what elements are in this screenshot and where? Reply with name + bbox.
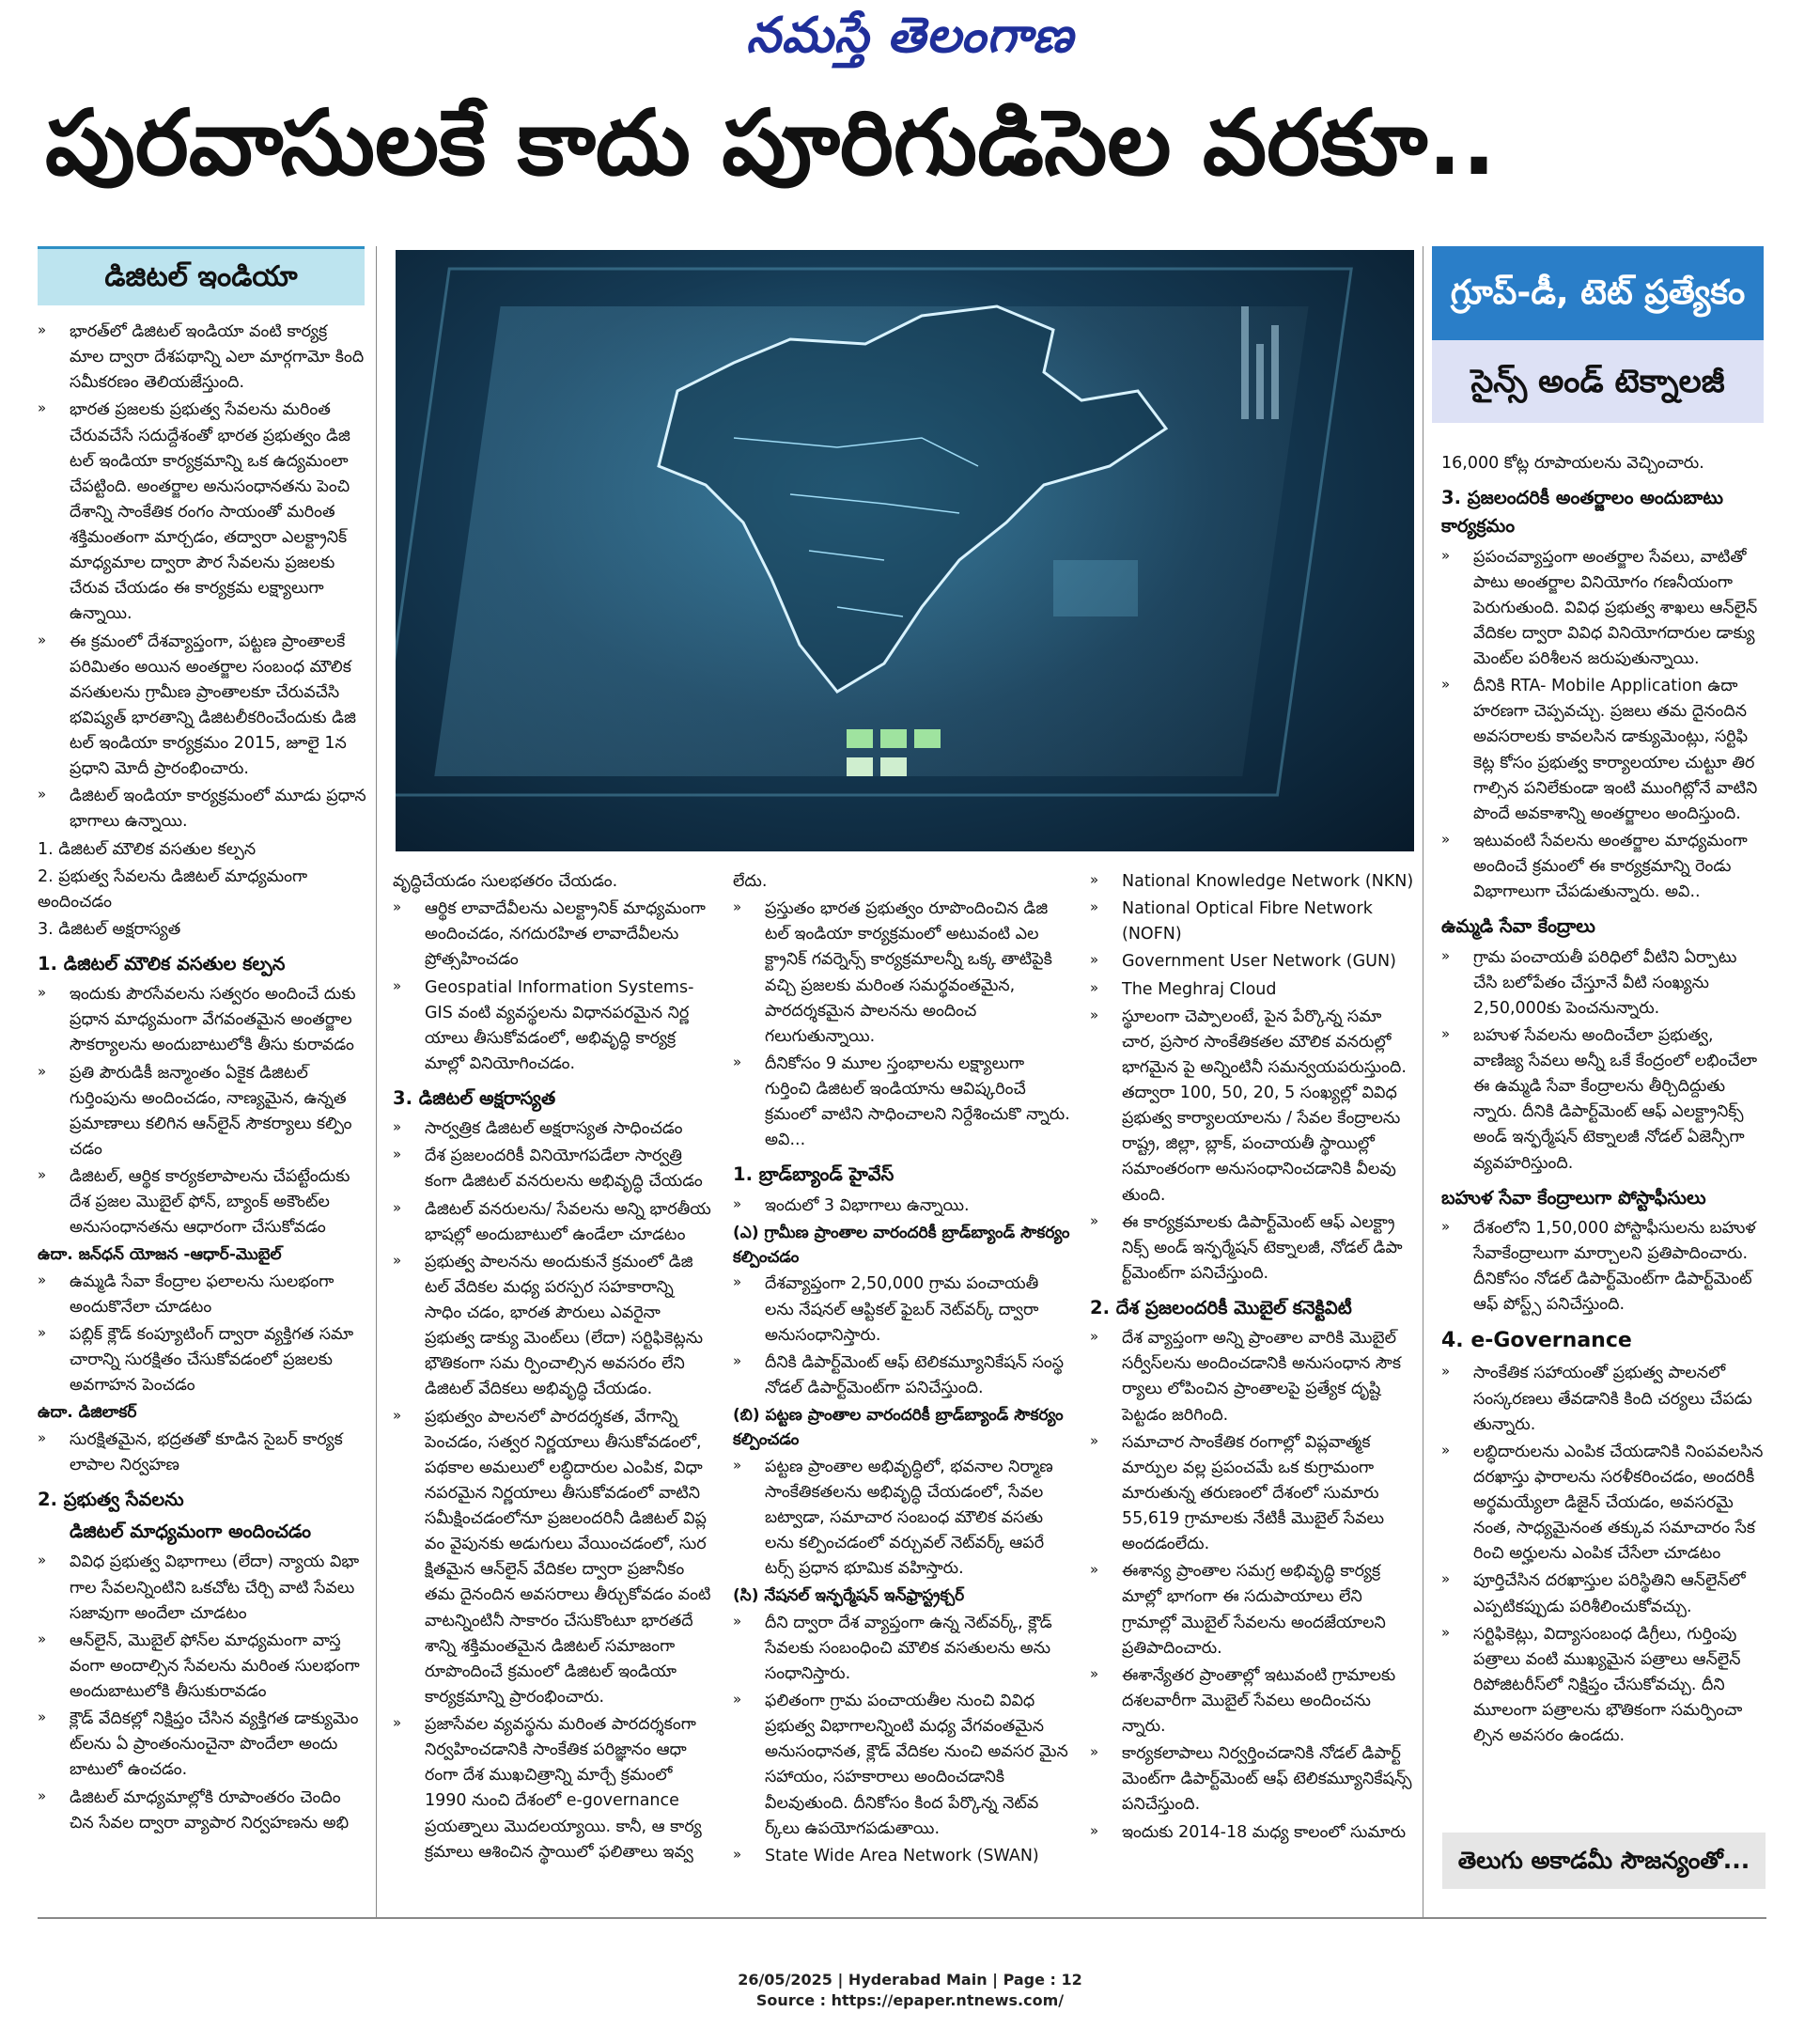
bullet-icon: » xyxy=(1090,1743,1099,1761)
list-item: » State Wide Area Network (SWAN) xyxy=(733,1845,1039,1865)
section-heading: ఉమ్మడి సేవా కేంద్రాలు xyxy=(1441,915,1595,938)
list-item: » డిజిటల్, ఆర్థిక కార్యకలాపాలను చేపట్టేందుకు దేశ ప్రజల మొబైల్ ఫోన్, బ్యాంక్ అకౌంట్‌ల అనుసంధానతను ఆధారంగా చేసుకోవడం xyxy=(38,1166,350,1238)
bullet-icon: » xyxy=(1441,1217,1451,1235)
list-item: » భారత్‌లో డిజిటల్ ఇండియా వంటి కార్యక్ర మాల ద్వారా దేశపథాన్ని ఎలా మార్గగామో కింది సమీకరణం తెలియజేస్తుంది. xyxy=(38,321,365,393)
bullet-icon: » xyxy=(38,786,47,803)
bullet-icon: » xyxy=(1090,951,1099,969)
bullet-icon: » xyxy=(38,399,47,417)
subsection-heading: (సి) నేషనల్ ఇన్ఫర్మేషన్ ఇన్‌ఫ్రాస్ట్రక్చర్ xyxy=(733,1586,965,1606)
bullet-icon: » xyxy=(38,1630,47,1647)
bullet-icon: » xyxy=(733,1053,742,1070)
list-item: » పబ్లిక్ క్లౌడ్ కంప్యూటింగ్ ద్వారా వ్యక్తిగత సమా చారాన్ని సురక్షితం చేసుకోవడంలో ప్రజలకు అవగాహన పెంచడం xyxy=(38,1324,354,1396)
paragraph: వృద్ధిచేయడం సులభతరం చేయడం. xyxy=(393,872,618,891)
bullet-icon: » xyxy=(1441,1363,1451,1381)
bullet-icon: » xyxy=(38,1271,47,1288)
bullet-icon: » xyxy=(1441,676,1451,694)
example-note: ఉదా. జన్‌ధన్ యోజన -ఆధార్-మొబైల్ xyxy=(38,1245,282,1265)
example-note: ఉదా. డిజిలాకర్ xyxy=(38,1403,137,1423)
bullet-icon: » xyxy=(1090,1328,1099,1346)
list-item: » Geospatial Information Systems- GIS వంటి వ్యవస్థలను విధానపరమైన నిర్ణ యాలు తీసుకోవడంలో, అభివృద్ధి కార్యక్ర మాల్లో వినియోగించడం. xyxy=(393,976,694,1073)
list-item: » డిజిటల్ ఇండియా కార్యక్రమంలో మూడు ప్రధాన భాగాలు ఉన్నాయి. xyxy=(38,786,366,832)
bullet-icon: » xyxy=(733,1194,742,1212)
list-item: » ప్రభుత్వ పాలనను అందుకునే క్రమంలో డిజి టల్ వేదికల మధ్య పరస్పర సహకారాన్ని సాధిం చడం, భారత పౌరులు ఎవరైనా ప్రభుత్వ డాక్యు మెంట్‌లు (లేదా) సర్టిఫికెట్లను భౌతికంగా సమ ర్పించాల్సిన అవసరం లేని డిజిటల్ వేదికలు అభివృద్ధి చేయడం. xyxy=(393,1251,704,1399)
list-item: » National Knowledge Network (NKN) xyxy=(1090,871,1414,891)
list-item: » ఉమ్మడి సేవా కేంద్రాల ఫలాలను సులభంగా అందుకొనేలా చూడటం xyxy=(38,1271,334,1317)
list-item: » దీనికోసం 9 మూల స్తంభాలను లక్ష్యాలుగా గుర్తించి డిజిటల్ ఇండియాను ఆవిష్కరించే క్రమంలో వాటిని సాధించాలని నిర్దేశించుకొ న్నారు. అవి... xyxy=(733,1053,1070,1150)
bullet-icon: » xyxy=(38,1786,47,1804)
bullet-icon: » xyxy=(38,1428,47,1446)
list-item: » సమాచార సాంకేతిక రంగాల్లో విప్లవాత్మక మార్పుల వల్ల ప్రపంచమే ఒక కుగ్రామంగా మారుతున్న తరుణంలో దేశంలో సుమారు 55,619 గ్రామాలకు నేటికీ మొబైల్ సేవలు అందడంలేదు. xyxy=(1090,1431,1385,1554)
bullet-icon: » xyxy=(1090,1561,1099,1579)
masthead-logo: నమస్తే తెలంగాణ xyxy=(746,8,1074,64)
list-item: » పట్టణ ప్రాంతాల అభివృద్ధిలో, భవనాల నిర్మాణ సాంకేతికతలను అభివృద్ధి చేయడంలో, సేవల బట్వాడా, సమాచార సంబంధ మౌలిక వసతు లను కల్పించడంలో వర్చువల్ నెట్‌వర్క్ ఆపరే టర్స్ ప్రధాన భూమిక వహిస్తారు. xyxy=(733,1456,1053,1579)
paragraph: 16,000 కోట్ల రూపాయలను వెచ్చించారు. xyxy=(1441,454,1704,473)
section-heading: 1. డిజిటల్ మౌలిక వసతుల కల్పన xyxy=(38,953,286,975)
list-item: » సాంకేతిక సహాయంతో ప్రభుత్వ పాలనలో సంస్కరణలు తేవడానికి కింది చర్యలు చేపడు తున్నారు. xyxy=(1441,1363,1752,1434)
list-item: » దేశవ్యాప్తంగా 2,50,000 గ్రామ పంచాయతీ లను నేషనల్ ఆప్టికల్ ఫైబర్ నెట్‌వర్క్ ద్వారా అనుసంధానిస్తారు. xyxy=(733,1273,1039,1345)
science-technology-label: సైన్స్ అండ్ టెక్నాలజీ xyxy=(1432,340,1764,423)
list-item: » ఈశాన్య ప్రాంతాల సమగ్ర అభివృద్ధి కార్యక్ర మాల్లో భాగంగా ఈ సదుపాయాలు లేని గ్రామాల్లో మొబైల్ సేవలను అందజేయాలని ప్రతిపాదించారు. xyxy=(1090,1561,1386,1658)
section-heading: 1. బ్రాడ్‌బ్యాండ్ హైవేస్ xyxy=(733,1163,894,1186)
list-item: » ప్రతి పౌరుడికీ జన్మాంతం ఏకైక డిజిటల్ గుర్తింపును అందించడం, నాణ్యమైన, ఉన్నత ప్రమాణాలు కలిగిన ఆన్‌లైన్ సౌకర్యాలు కల్పిం చడం xyxy=(38,1062,352,1159)
bullet-icon: » xyxy=(1090,1211,1099,1229)
list-item: » ప్రస్తుతం భారత ప్రభుత్వం రూపొందించిన డిజి టల్ ఇండియా కార్యక్రమంలో అటువంటి ఎల క్ట్రానిక్ గవర్నెన్స్ కార్యక్రమాలన్నీ ఒక్క తాటిపైకి వచ్చి ప్రజలకు మరింత సమర్థవంతమైన, పారదర్శకమైన పాలనను అందించ గలుగుతున్నాయి. xyxy=(733,898,1052,1046)
paragraph: లేదు. xyxy=(733,872,768,891)
list-item: » National Optical Fibre Network (NOFN) xyxy=(1090,898,1373,944)
bullet-icon: » xyxy=(393,1251,402,1269)
column-rule xyxy=(376,246,377,1919)
bullet-icon: » xyxy=(38,984,47,1002)
list-item: » క్లౌడ్ వేదికల్లో నిక్షిప్తం చేసిన వ్యక్తిగత డాక్యుమెం ట్‌లను ఏ ప్రాంతంనుంచైనా పొందేలా అందు బాటులో ఉంచడం. xyxy=(38,1708,359,1780)
list-item: » లబ్ధిదారులను ఎంపిక చేయడానికి నింపవలసిన దరఖాస్తు ఫారాలను సరళీకరించడం, అందరికీ అర్థమయ్యేలా డిజైన్ చేయడం, అవసరమై నంత, సాధ్యమైనంత తక్కువ సమాచారం సేక రించి అర్హులను ఎంపిక చేసేలా చూడటం xyxy=(1441,1441,1764,1564)
section-heading: 3. డిజిటల్ అక్షరాస్యత xyxy=(393,1087,556,1109)
list-item: » ఇందుకు 2014-18 మధ్య కాలంలో సుమారు xyxy=(1090,1821,1407,1842)
list-item: » సార్వత్రిక డిజిటల్ అక్షరాస్యత సాధించడం xyxy=(393,1118,683,1139)
list-item: » ఫలితంగా గ్రామ పంచాయతీల నుంచి వివిధ ప్రభుత్వ విభాగాలన్నింటి మధ్య వేగవంతమైన అనుసంధానత, క్లౌడ్ వేదికల నుంచి అవసర మైన సహాయం, సహకారాలు అందించడానికి వీలవుతుంది. దీనికోసం కింద పేర్కొన్న నెట్‌వ ర్క్‌లు ఉపయోగపడుతాయి. xyxy=(733,1691,1068,1838)
list-item: » భారత ప్రజలకు ప్రభుత్వ సేవలను మరింత చేరువచేసే సదుద్దేశంతో భారత ప్రభుత్వం డిజి టల్ ఇండియా కార్యక్రమాన్ని ఒక ఉద్యమంలా చేపట్టింది. అంతర్జాల అనుసంధానతను పెంచి దేశాన్ని సాంకేతిక రంగం సాయంతో మరింత శక్తిమంతంగా మార్చడం, తద్వారా ఎలక్ట్రానిక్ మాధ్యమాల ద్వారా పౌర సేవలను ప్రజలకు చేరువ చేయడం ఈ కార్యక్రమ లక్ష్యాలుగా ఉన్నాయి. xyxy=(38,399,350,624)
list-item: » ఈశాన్యేతర ప్రాంతాల్లో ఇటువంటి గ్రామాలకు దశలవారీగా మొబైల్ సేవలు అందించను న్నారు. xyxy=(1090,1664,1396,1737)
bullet-icon: » xyxy=(1090,978,1099,996)
section-label-digital-india: డిజిటల్ ఇండియా xyxy=(38,246,365,305)
headline: పురవాసులకే కాదు పూరిగుడిసెల వరకూ.. xyxy=(45,94,1497,194)
subsection-heading: (ఎ) గ్రామీణ ప్రాంతాల వారందరికీ బ్రాడ్‌బ్యాండ్ సౌకర్యం కల్పించడం xyxy=(733,1223,1070,1268)
bottom-rule xyxy=(38,1917,1766,1919)
bullet-icon: » xyxy=(38,631,47,648)
bullet-icon: » xyxy=(1441,1570,1451,1588)
bullet-icon: » xyxy=(1090,871,1099,888)
list-item: » ఇందులో 3 విభాగాలు ఉన్నాయి. xyxy=(733,1194,970,1215)
section-heading: డిజిటల్ మాధ్యమంగా అందించడం xyxy=(70,1521,312,1543)
bullet-icon: » xyxy=(733,1845,742,1863)
list-item: » పూర్తిచేసిన దరఖాస్తుల పరిస్థితిని ఆన్‌లైన్‌లో ఎప్పటికప్పుడు పరిశీలించుకోవచ్చు. xyxy=(1441,1570,1746,1616)
footer-source: Source : https://epaper.ntnews.com/ xyxy=(755,1990,1065,2009)
bullet-icon: » xyxy=(393,1146,402,1163)
bullet-icon: » xyxy=(393,1118,402,1136)
list-item: » The Meghraj Cloud xyxy=(1090,978,1277,999)
column-4 xyxy=(1090,869,1414,1848)
section-heading: 2. దేశ ప్రజలందరికీ మొబైల్ కనెక్టివిటీ xyxy=(1090,1297,1352,1318)
numbered-item: 1. డిజిటల్ మౌలిక వసతుల కల్పన xyxy=(38,839,257,859)
list-item: » సురక్షితమైన, భద్రతతో కూడిన సైబర్ కార్యక లాపాల నిర్వహణ xyxy=(38,1428,343,1474)
bullet-icon: » xyxy=(393,1714,402,1732)
bullet-icon: » xyxy=(1441,946,1451,964)
numbered-item: 2. ప్రభుత్వ సేవలను డిజిటల్ మాధ్యమంగా అందించడం xyxy=(38,866,308,912)
bullet-icon: » xyxy=(38,1166,47,1184)
page-footer xyxy=(0,1970,1820,2010)
india-map-icon xyxy=(396,250,1414,851)
list-item: » డిజిటల్ మాధ్యమాల్లోకి రూపాంతరం చెందిం చిన సేవల ద్వారా వ్యాపార నిర్వహణను అభి xyxy=(38,1786,350,1833)
bullet-icon: » xyxy=(733,1691,742,1708)
group-d-tet-label: గ్రూప్-డీ, టెట్ ప్రత్యేకం xyxy=(1432,246,1764,340)
bullet-icon: » xyxy=(1090,898,1099,916)
bullet-icon: » xyxy=(1090,1821,1099,1839)
india-map-photo xyxy=(396,250,1414,851)
bullet-icon: » xyxy=(38,1708,47,1726)
footer-date-edition: 26/05/2025 | Hyderabad Main | Page : 12 xyxy=(738,1971,1082,1989)
bullet-icon: » xyxy=(733,898,742,916)
bullet-icon: » xyxy=(38,1324,47,1342)
list-item: » ప్రపంచవ్యాప్తంగా అంతర్జాల సేవలు, వాటితో పాటు అంతర్జాల వినియోగం గణనీయంగా పెరుగుతుంది. వివిధ ప్రభుత్వ శాఖలు ఆన్‌లైన్ వేదికల ద్వారా వివిధ వినియోగదారుల డాక్యు మెంట్‌ల పరిశీలన జరుపుతున్నాయి. xyxy=(1441,546,1758,669)
list-item: » ప్రభుత్వం పాలనలో పారదర్శకత, వేగాన్ని పెంచడం, సత్వర నిర్ణయాలు తీసుకోవడంలో, పథకాల అమలులో లబ్ధిదారుల ఎంపిక, విధా నపరమైన నిర్ణయాలు తీసుకోవడంలో వాటిని సమీక్షించడంలోనూ ప్రజలందరినీ డిజిటల్ విప్ల వం వైపునకు అడుగులు వేయించడంలో, సుర క్షితమైన ఆన్‌లైన్ వేదికల ద్వారా ప్రజానీకం తమ దైనందిన అవసరాలు తీర్చుకోవడం వంటి వాటన్నింటినీ సాకారం చేసుకొంటూ భారతదే శాన్ని శక్తిమంతమైన డిజిటల్ సమాజంగా రూపొందించే క్రమంలో డిజిటల్ ఇండియా కార్యక్రమాన్ని ప్రారంభించారు. xyxy=(393,1406,711,1707)
list-item: » Government User Network (GUN) xyxy=(1090,951,1396,972)
bullet-icon: » xyxy=(393,1198,402,1216)
column-3 xyxy=(733,869,1071,1871)
list-item: » ఈ క్రమంలో దేశవ్యాప్తంగా, పట్టణ ప్రాంతాలకే పరిమితం అయిన అంతర్జాల సంబంధ మౌలిక వసతులను గ్రామీణ ప్రాంతాలకూ చేరువచేసి భవిష్యత్ భారతాన్ని డిజిటలీకరించేందుకు డిజి టల్ ఇండియా కార్యక్రమం 2015, జూలై 1న ప్రధాని మోదీ ప్రారంభించారు. xyxy=(38,631,356,779)
list-item: » ఆర్థిక లావాదేవీలను ఎలక్ట్రానిక్ మాధ్యమంగా అందించడం, నగదురహిత లావాదేవీలను ప్రోత్సహించడం xyxy=(393,898,706,970)
list-item: » ఆన్‌లైన్, మొబైల్ ఫోన్‌ల మాధ్యమంగా వాస్త వంగా అందాల్సిన సేవలను మరింత సులభంగా అందుబాటులోకి తీసుకురావడం xyxy=(38,1630,360,1702)
section-heading: 4. e-Governance xyxy=(1441,1329,1632,1353)
credit-label: తెలుగు అకాడమీ సౌజన్యంతో... xyxy=(1442,1833,1766,1889)
list-item: » కార్యకలాపాలు నిర్వర్తించడానికి నోడల్ డిపార్ట్ మెంట్‌గా డిపార్ట్‌మెంట్ ఆఫ్ టెలికమ్యూనికేషన్స్ పనిచేస్తుంది. xyxy=(1090,1743,1412,1815)
column-5 xyxy=(1441,451,1766,1751)
bullet-icon: » xyxy=(1090,1431,1099,1449)
bullet-icon: » xyxy=(733,1612,742,1630)
list-item: » దీనికి డిపార్ట్‌మెంట్ ఆఫ్ టెలికమ్యూనికేషన్ సంస్థ నోడల్ డిపార్ట్‌మెంట్‌గా పనిచేస్తుంది. xyxy=(733,1351,1065,1397)
section-heading: బహుళ సేవా కేంద్రాలుగా పోస్టాఫీసులు xyxy=(1441,1186,1706,1209)
list-item: » దీని ద్వారా దేశ వ్యాప్తంగా ఉన్న నెట్‌వర్క్, క్లౌడ్ సేవలకు సంబంధించి మౌలిక వసతులను అను సంధానిస్తారు. xyxy=(733,1612,1052,1683)
bullet-icon: » xyxy=(393,1406,402,1424)
list-item: » వివిధ ప్రభుత్వ విభాగాలు (లేదా) న్యాయ విభా గాల సేవలన్నింటిని ఒకచోట చేర్చి వాటి సేవలు సజావుగా అందేలా చూడటం xyxy=(38,1552,360,1623)
bullet-icon: » xyxy=(1441,1441,1451,1459)
bullet-icon: » xyxy=(1441,830,1451,848)
list-item: » దేశ ప్రజలందరికీ వినియోగపడేలా సార్వత్రి కంగా డిజిటల్ వనరులను అభివృద్ధి చేయడం xyxy=(393,1146,703,1192)
section-heading: 3. ప్రజలందరికీ అంతర్జాలం అందుబాటు కార్యక్రమం xyxy=(1441,487,1724,538)
list-item: » దీనికి RTA- Mobile Application ఉదా హరణగా చెప్పవచ్చు. ప్రజలు తమ దైనందిన అవసరాలకు కావలసిన డాక్యుమెంట్లు, సర్టిఫి కెట్ల కోసం ప్రభుత్వ కార్యాలయాల చుట్టూ తిర గాల్సిన పనిలేకుండా ఇంటి ముంగిట్లోనే వాటిని పొందే అవకాశాన్ని అంతర్జాలం అందిస్తుంది. xyxy=(1441,676,1758,823)
numbered-item: 3. డిజిటల్ అక్షరాస్యత xyxy=(38,919,181,939)
list-item: » స్థూలంగా చెప్పాలంటే, పైన పేర్కొన్న సమా చార, ప్రసార సాంకేతికతల మౌలిక వనరుల్లో భాగమైన పై అన్నింటినీ సమన్వయపరుస్తుంది. తద్వారా 100, 50, 20, 5 సంఖ్యల్లో వివిధ ప్రభుత్వ కార్యాలయాలను / సేవల కేంద్రాలను రాష్ట్ర, జిల్లా, బ్లాక్, పంచాయతీ స్థాయిల్లో సమాంతరంగా అనుసంధానించడానికి వీలవు తుంది. xyxy=(1090,1006,1407,1205)
list-item: » ఈ కార్యక్రమాలకు డిపార్ట్‌మెంట్ ఆఫ్ ఎలక్ట్రా నిక్స్ అండ్ ఇన్ఫర్మేషన్ టెక్నాలజీ, నోడల్ డిపా ర్ట్‌మెంట్‌గా పనిచేస్తుంది. xyxy=(1090,1211,1403,1283)
bullet-icon: » xyxy=(733,1456,742,1474)
list-item: » దేశంలోని 1,50,000 పోస్టాఫీసులను బహుళ సేవాకేంద్రాలుగా మార్చాలని ప్రతిపాదించారు. దీనికోసం నోడల్ డిపార్ట్‌మెంట్‌గా డిపార్ట్‌మెంట్ ఆఫ్ పోస్ట్స్ పనిచేస్తుంది. xyxy=(1441,1217,1756,1315)
bullet-icon: » xyxy=(38,1552,47,1569)
bullet-icon: » xyxy=(1090,1006,1099,1023)
subsection-heading: (బి) పట్టణ ప్రాంతాల వారందరికీ బ్రాడ్‌బ్యాండ్ సౌకర్యం కల్పించడం xyxy=(733,1406,1064,1450)
list-item: » ఇందుకు పౌరసేవలను సత్వరం అందించే దుకు ప్రధాన మాధ్యమంగా వేగవంతమైన అంతర్జాల సౌకర్యాలను అందుబాటులోకి తీసు కురావడం xyxy=(38,984,356,1055)
list-item: » ఇటువంటి సేవలను అంతర్జాల మాధ్యమంగా అందించే క్రమంలో ఈ కార్యక్రమాన్ని రెండు విభాగాలుగా చేపడుతున్నారు. అవి.. xyxy=(1441,830,1748,902)
list-item: » సర్టిఫికెట్లు, విద్యాసంబంధ డిగ్రీలు, గుర్తింపు పత్రాలు వంటి ముఖ్యమైన పత్రాలు ఆన్‌లైన్ రిపోజిటరీస్‌లో నిక్షిప్తం చేసుకోవచ్చు. దీని మూలంగా పత్రాలను భౌతికంగా సమర్పించా ల్సిన అవసరం ఉండదు. xyxy=(1441,1623,1743,1746)
bullet-icon: » xyxy=(38,1062,47,1080)
bullet-icon: » xyxy=(393,976,402,994)
column-2 xyxy=(393,869,712,1867)
section-heading: 2. ప్రభుత్వ సేవలను xyxy=(38,1489,184,1511)
bullet-icon: » xyxy=(733,1351,742,1369)
list-item: » ప్రజాసేవల వ్యవస్థను మరింత పారదర్శకంగా నిర్వహించడానికి సాంకేతిక పరిజ్ఞానం ఆధా రంగా దేశ ముఖచిత్రాన్ని మార్చే క్రమంలో 1990 నుంచి దేశంలో e-governance ప్రయత్నాలు మొదలయ్యాయి. కానీ, ఆ కార్య క్రమాలు ఆశించిన స్థాయిలో ఫలితాలు ఇవ్వ xyxy=(393,1714,702,1862)
list-item: » దేశ వ్యాప్తంగా అన్ని ప్రాంతాల వారికి మొబైల్ సర్వీస్‌లను అందించడానికి అనుసంధాన సౌక ర్యాలు లోపించిన ప్రాంతాలపై ప్రత్యేక దృష్టి పెట్టడం జరిగింది. xyxy=(1090,1328,1402,1425)
bullet-icon: » xyxy=(393,898,402,916)
bullet-icon: » xyxy=(1441,546,1451,564)
list-item: » గ్రామ పంచాయతీ పరిధిలో వీటిని ఏర్పాటు చేసి బలోపేతం చేస్తూనే వీటి సంఖ్యను 2,50,000కు పెంచనున్నారు. xyxy=(1441,946,1737,1018)
bullet-icon: » xyxy=(1441,1024,1451,1042)
column-1 xyxy=(38,320,366,1838)
list-item: » బహుళ సేవలను అందించేలా ప్రభుత్వ, వాణిజ్య సేవలు అన్నీ ఒకే కేంద్రంలో లభించేలా ఈ ఉమ్మడి సేవా కేంద్రాలను తీర్చిదిద్దుతు న్నారు. దీనికి డిపార్ట్‌మెంట్ ఆఫ్ ఎలక్ట్రానిక్స్ అండ్ ఇన్ఫర్మేషన్ టెక్నాలజీ నోడల్ ఏజెన్సీగా వ్యవహరిస్తుంది. xyxy=(1441,1024,1758,1173)
list-item: » డిజిటల్ వనరులను/ సేవలను అన్ని భారతీయ భాషల్లో అందుబాటులో ఉండేలా చూడటం xyxy=(393,1198,711,1244)
bullet-icon: » xyxy=(733,1273,742,1291)
bullet-icon: » xyxy=(38,321,47,338)
bullet-icon: » xyxy=(1090,1664,1099,1682)
bullet-icon: » xyxy=(1441,1623,1451,1641)
